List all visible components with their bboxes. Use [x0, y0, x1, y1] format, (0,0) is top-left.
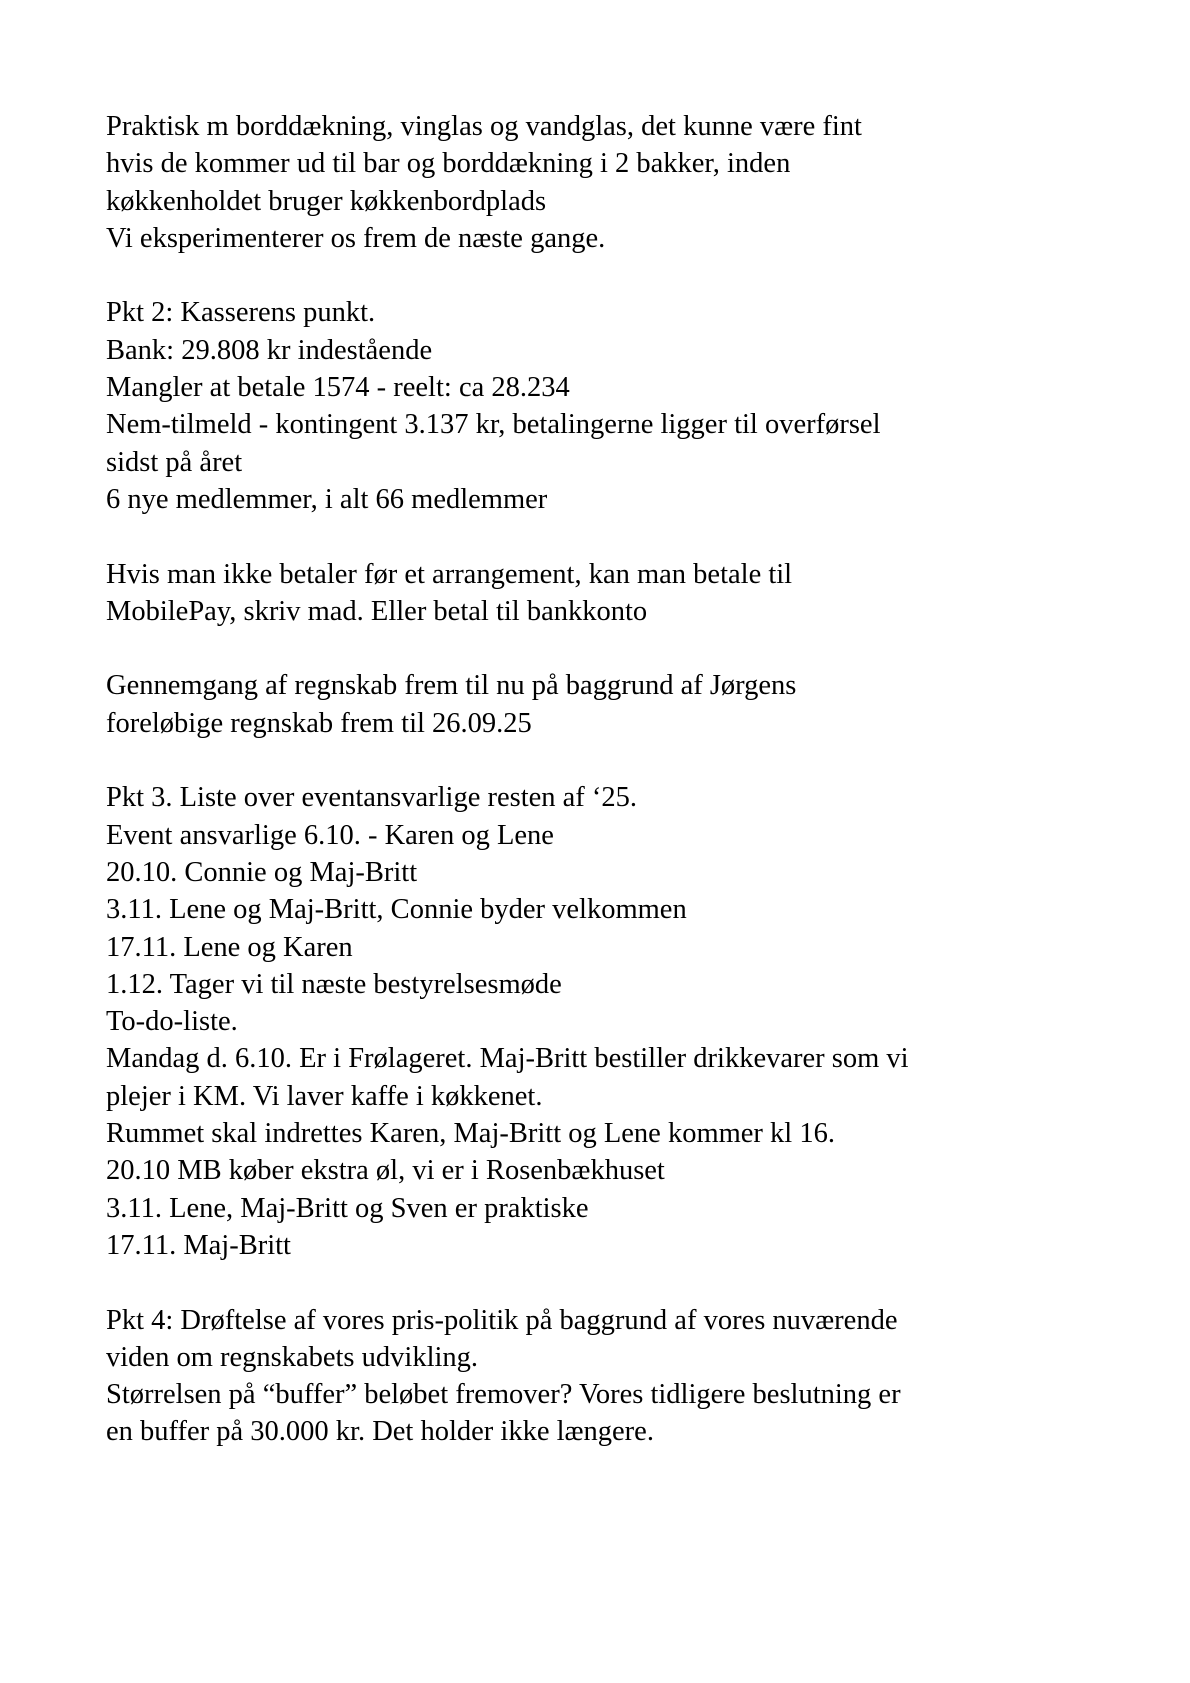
text-line: 3.11. Lene, Maj-Britt og Sven er praktiske — [106, 1192, 589, 1224]
text-line: Event ansvarlige 6.10. - Karen og Lene — [106, 819, 554, 851]
text-line: Hvis man ikke betaler før et arrangement, kan man betale til — [106, 558, 793, 590]
text-line: sidst på året — [106, 446, 243, 478]
text-line: en buffer på 30.000 kr. Det holder ikke længere. — [106, 1416, 654, 1448]
text-line: Mandag d. 6.10. Er i Frølageret. Maj-Britt bestiller drikkevarer som vi — [106, 1043, 909, 1075]
text-line: 6 nye medlemmer, i alt 66 medlemmer — [106, 483, 548, 515]
document-page — [106, 108, 1106, 1451]
text-line: Gennemgang af regnskab frem til nu på baggrund af Jørgens — [106, 670, 797, 702]
paragraph-gap — [106, 1264, 1106, 1301]
text-line: Bank: 29.808 kr indestående — [106, 334, 433, 366]
section-payment — [106, 556, 1106, 631]
text-line: plejer i KM. Vi laver kaffe i køkkenet. — [106, 1080, 543, 1112]
text-line: Praktisk m borddækning, vinglas og vandglas, det kunne være fint — [106, 111, 862, 142]
section-accounts — [106, 667, 1106, 742]
todo-heading: To-do-liste. — [106, 1006, 238, 1038]
paragraph-gap — [106, 257, 1106, 294]
section-pkt4-pricing — [106, 1302, 1106, 1451]
paragraph-gap — [106, 742, 1106, 779]
text-line: Nem-tilmeld - kontingent 3.137 kr, betalingerne ligger til overførsel — [106, 409, 881, 441]
section-pkt3-event-list — [106, 779, 1106, 1264]
text-line: Vi eksperimenterer os frem de næste gange. — [106, 222, 606, 254]
paragraph-gap — [106, 518, 1106, 555]
text-line: viden om regnskabets udvikling. — [106, 1341, 479, 1373]
text-line: Mangler at betale 1574 - reelt: ca 28.234 — [106, 372, 570, 404]
section-pkt2-treasurer — [106, 294, 1106, 518]
text-line: Størrelsen på “buffer” beløbet fremover? Vores tidligere beslutning er — [106, 1379, 901, 1411]
text-line: 20.10 MB køber ekstra øl, vi er i Rosenbækhuset — [106, 1155, 665, 1187]
text-line: Rummet skal indrettes Karen, Maj-Britt og Lene kommer kl 16. — [106, 1118, 835, 1150]
text-line: 20.10. Connie og Maj-Britt — [106, 856, 418, 888]
section-heading: Pkt 3. Liste over eventansvarlige resten af ‘25. — [106, 782, 638, 814]
text-line: 3.11. Lene og Maj-Britt, Connie byder velkommen — [106, 894, 687, 926]
section-intro — [106, 108, 1106, 257]
section-heading: Pkt 4: Drøftelse af vores pris-politik på baggrund af vores nuværende — [106, 1304, 898, 1336]
text-line: 17.11. Maj-Britt — [106, 1229, 291, 1261]
section-heading: Pkt 2: Kasserens punkt. — [106, 297, 376, 329]
text-line: MobilePay, skriv mad. Eller betal til bankkonto — [106, 595, 648, 627]
text-line: hvis de kommer ud til bar og borddækning i 2 bakker, inden — [106, 148, 791, 180]
text-line: 17.11. Lene og Karen — [106, 931, 353, 963]
text-line: 1.12. Tager vi til næste bestyrelsesmøde — [106, 968, 562, 1000]
paragraph-gap — [106, 630, 1106, 667]
text-line: køkkenholdet bruger køkkenbordplads — [106, 185, 547, 217]
text-line: foreløbige regnskab frem til 26.09.25 — [106, 707, 532, 739]
